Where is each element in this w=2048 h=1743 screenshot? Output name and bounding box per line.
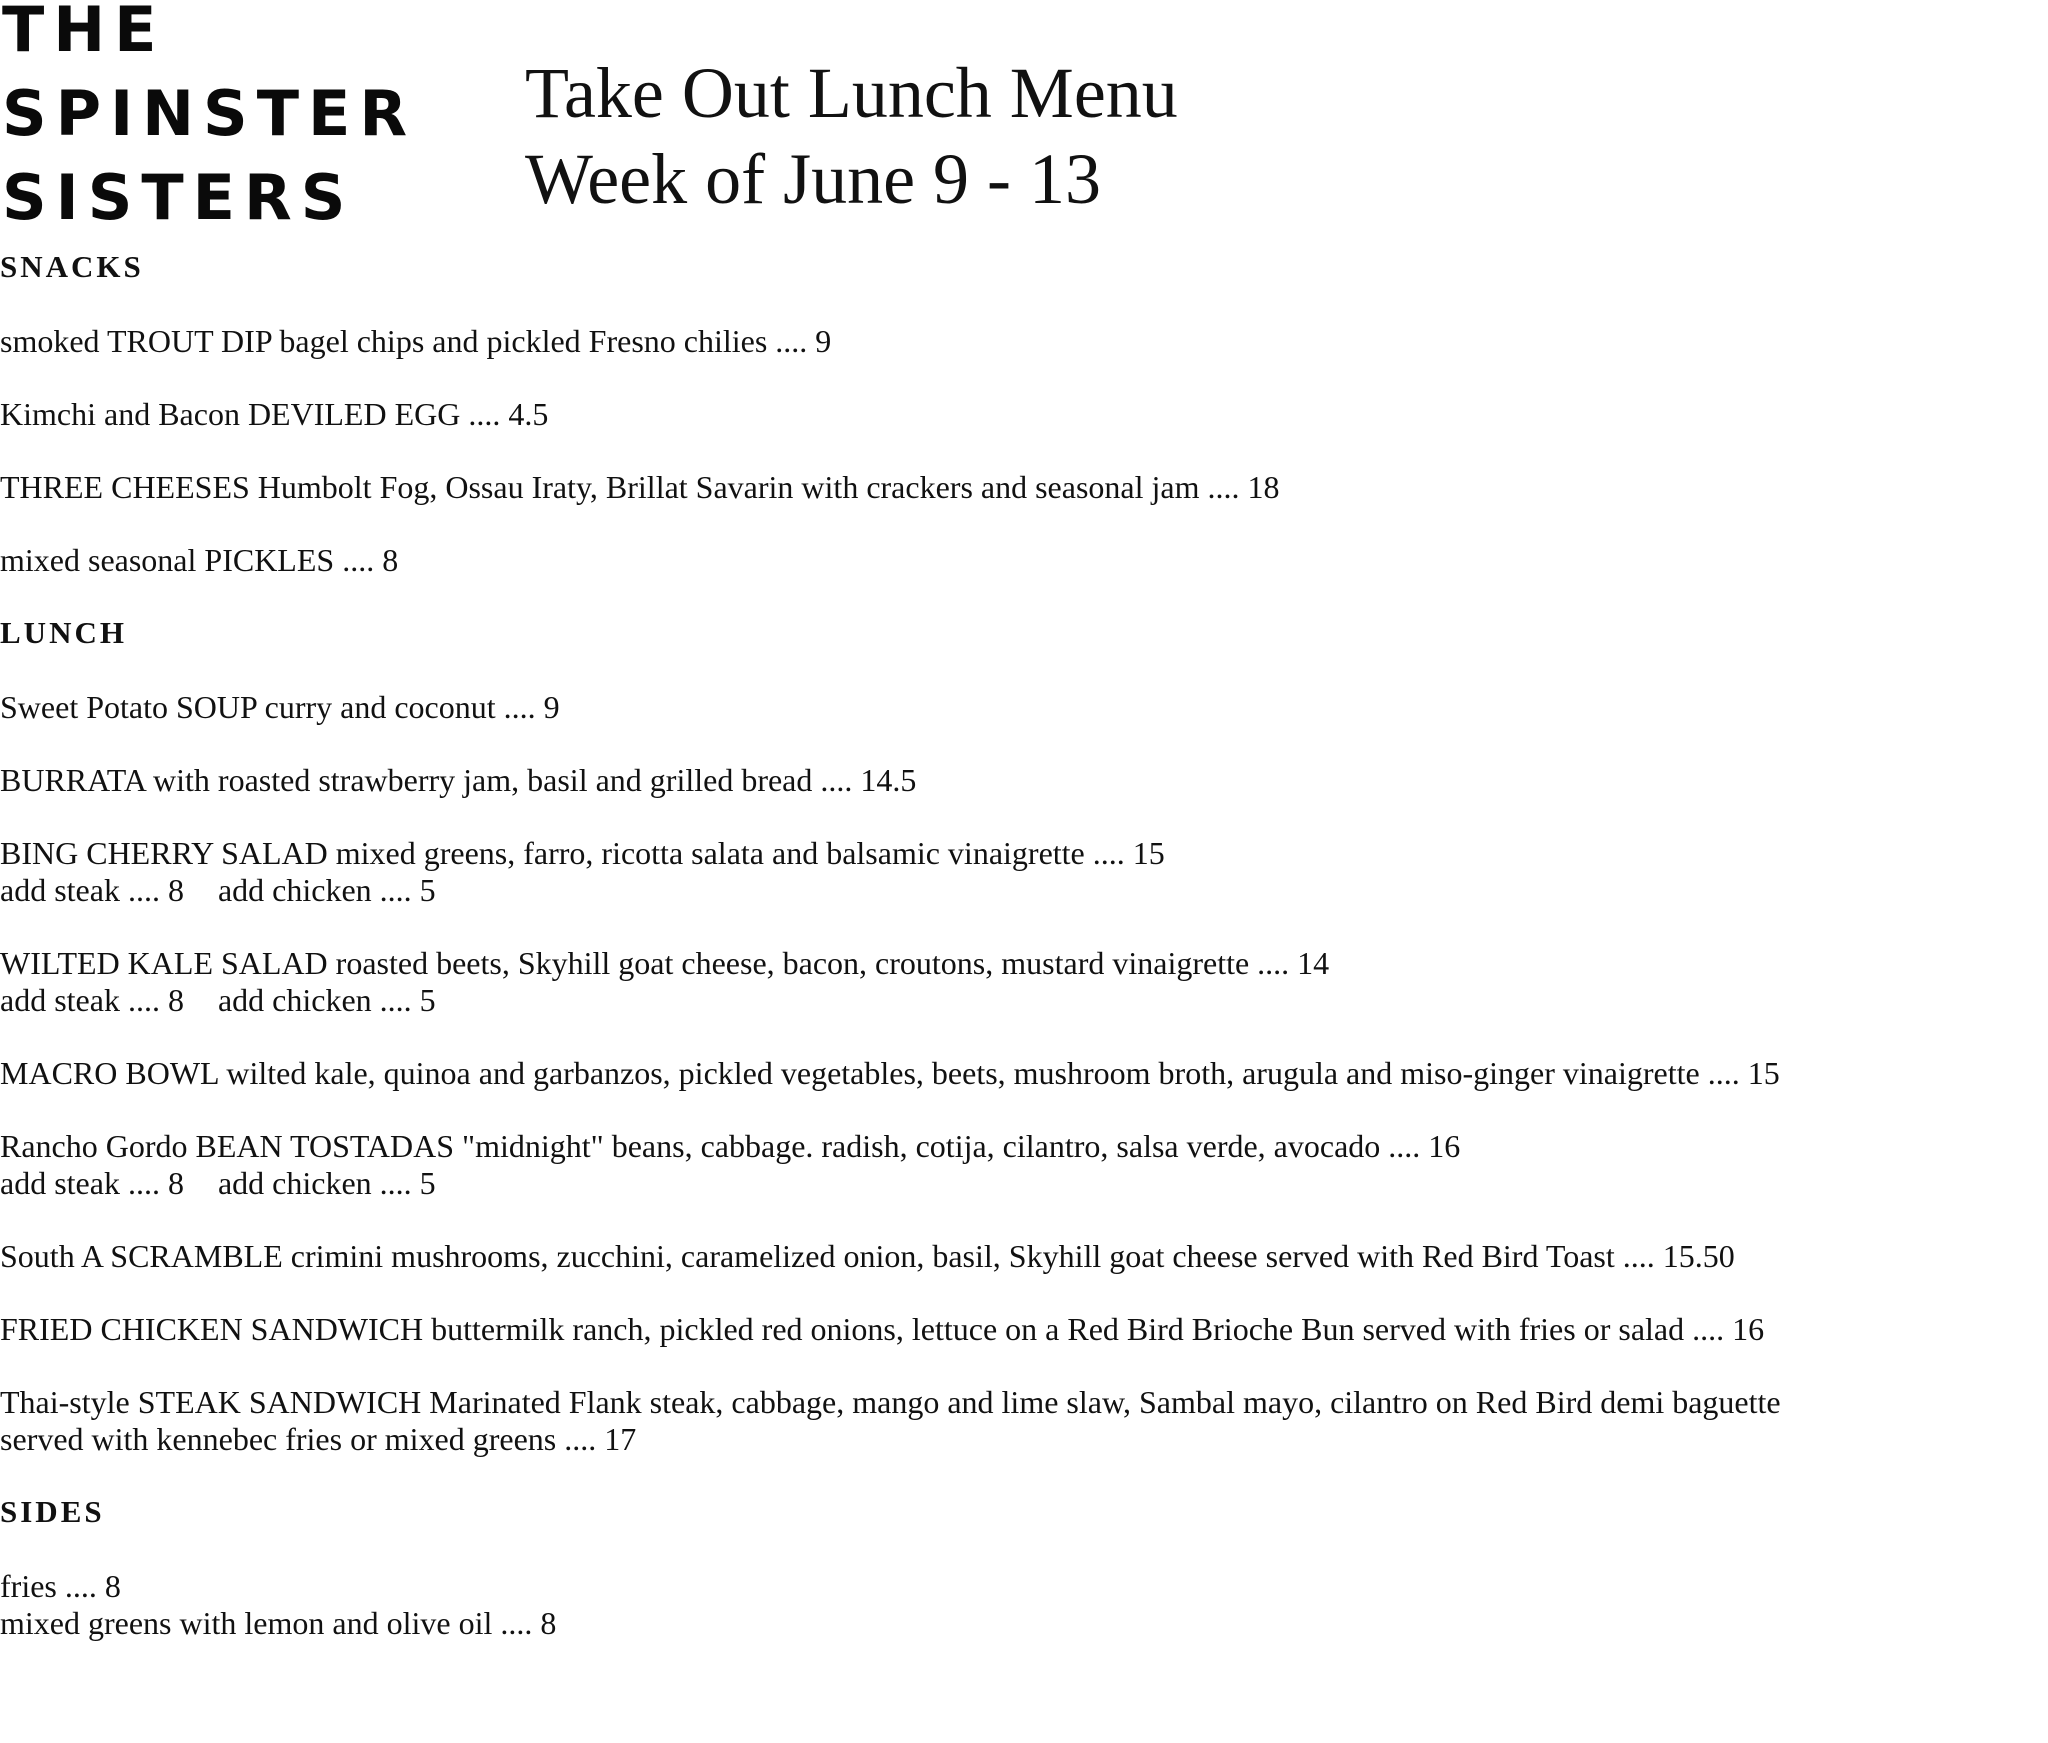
- menu-item-text: Rancho Gordo BEAN TOSTADAS "midnight" beans, cabbage. radish, cotija, cilantro, salsa verde, avocado .... 16: [0, 1128, 1461, 1164]
- menu-item-text: FRIED CHICKEN SANDWICH buttermilk ranch, pickled red onions, lettuce on a Red Bird Brioche Bun served with fries or salad .... 16: [0, 1311, 1765, 1347]
- menu-item-text: Sweet Potato SOUP curry and coconut .... 9: [0, 689, 560, 725]
- menu-item-text: Thai-style STEAK SANDWICH Marinated Flank steak, cabbage, mango and lime slaw, Sambal mayo, cilantro on Red Bird demi baguette: [0, 1384, 1781, 1420]
- menu-item-text: BING CHERRY SALAD mixed greens, farro, ricotta salata and balsamic vinaigrette .... 15: [0, 835, 1165, 871]
- menu-item-text: WILTED KALE SALAD roasted beets, Skyhill goat cheese, bacon, croutons, mustard vinaigrette .... 14: [0, 945, 1330, 981]
- menu-item-burrata: [0, 761, 2048, 798]
- addon-chicken: add chicken .... 5: [217, 1165, 436, 1201]
- menu-item-addons: [0, 981, 2048, 1018]
- menu-item-steak-sandwich: [0, 1383, 2048, 1457]
- logo-line-3: SISTERS: [2, 161, 355, 234]
- menu-item-macro-bowl: [0, 1054, 2048, 1091]
- section-heading-snacks: SNACKS: [0, 249, 144, 284]
- menu-item-text: Kimchi and Bacon DEVILED EGG .... 4.5: [0, 396, 549, 432]
- menu-item-scramble: [0, 1237, 2048, 1274]
- menu-item-addons: [0, 1164, 2048, 1201]
- menu-item-text-continued: served with kennebec fries or mixed greens .... 17: [0, 1421, 637, 1457]
- menu-item-deviled-egg: [0, 395, 2048, 432]
- menu-item-text: MACRO BOWL wilted kale, quinoa and garbanzos, pickled vegetables, beets, mushroom broth, arugula and miso-ginger vinaigrette .... 15: [0, 1055, 1780, 1091]
- menu-item-text: smoked TROUT DIP bagel chips and pickled Fresno chilies .... 9: [0, 323, 832, 359]
- menu-item-three-cheeses: [0, 468, 2048, 505]
- menu-item-text: THREE CHEESES Humbolt Fog, Ossau Iraty, Brillat Savarin with crackers and seasonal jam .... 18: [0, 469, 1280, 505]
- menu-item-bing-cherry-salad: [0, 834, 2048, 908]
- menu-item-text: South A SCRAMBLE crimini mushrooms, zucchini, caramelized onion, basil, Skyhill goat cheese served with Red Bird Toast .... 15.50: [0, 1238, 1735, 1274]
- addon-steak: add steak .... 8: [0, 982, 184, 1018]
- menu-title-line-2: Week of June 9 - 13: [525, 139, 1102, 219]
- menu-item-bean-tostadas: [0, 1127, 2048, 1201]
- section-heading-lunch: LUNCH: [0, 615, 127, 650]
- menu-title-line-1: Take Out Lunch Menu: [525, 53, 1178, 133]
- menu-item-text: mixed seasonal PICKLES .... 8: [0, 542, 399, 578]
- addon-chicken: add chicken .... 5: [217, 872, 436, 908]
- menu-item-fries: fries .... 8: [0, 1568, 121, 1604]
- menu-item-soup: [0, 688, 2048, 725]
- menu-item-pickles: [0, 541, 2048, 578]
- addon-steak: add steak .... 8: [0, 1165, 184, 1201]
- section-heading-sides: SIDES: [0, 1494, 105, 1529]
- logo-line-2: SPINSTER: [2, 77, 417, 150]
- addon-steak: add steak .... 8: [0, 872, 184, 908]
- menu-item-text: BURRATA with roasted strawberry jam, basil and grilled bread .... 14.5: [0, 762, 917, 798]
- logo-line-1: THE: [2, 0, 166, 66]
- menu-item-sides: [0, 1567, 2048, 1641]
- menu-content: [0, 248, 2048, 1677]
- menu-item-fried-chicken-sandwich: [0, 1310, 2048, 1347]
- menu-item-mixed-greens: mixed greens with lemon and olive oil .... 8: [0, 1605, 557, 1641]
- menu-title: [525, 50, 1178, 222]
- addon-chicken: add chicken .... 5: [217, 982, 436, 1018]
- menu-item-trout-dip: [0, 322, 2048, 359]
- restaurant-logo: [2, 0, 416, 240]
- menu-item-wilted-kale-salad: [0, 944, 2048, 1018]
- menu-item-addons: [0, 871, 2048, 908]
